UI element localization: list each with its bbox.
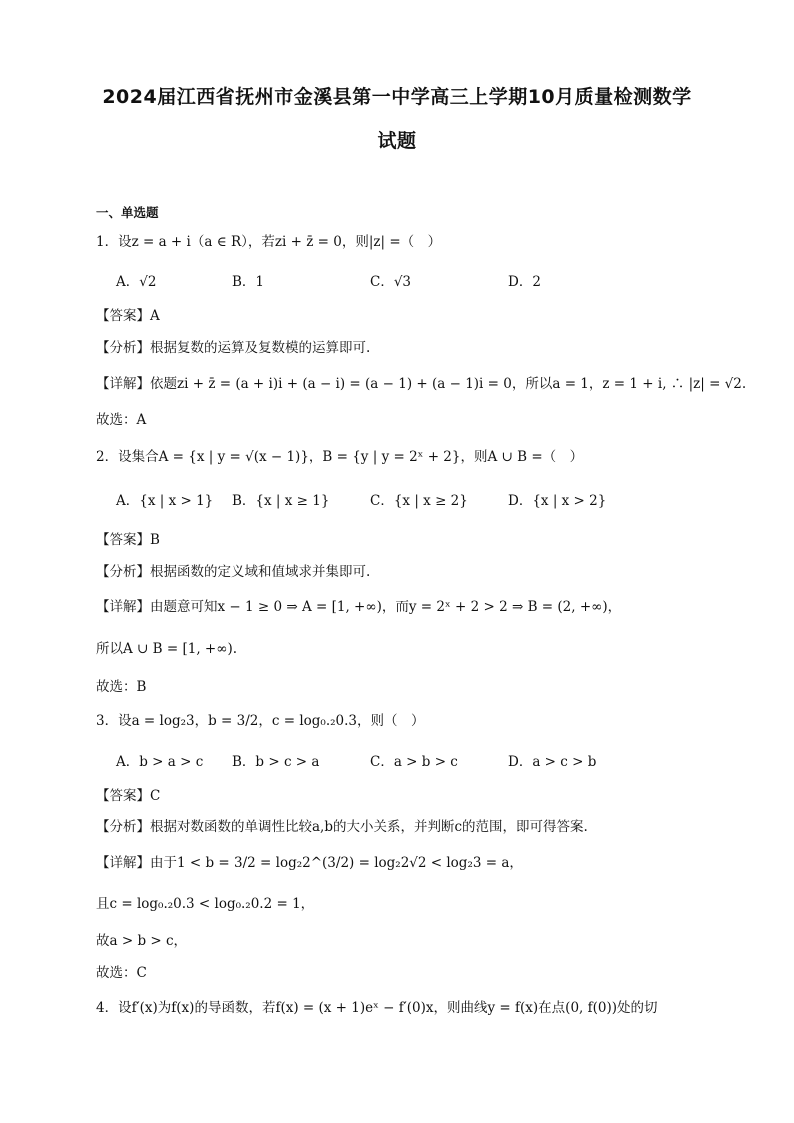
q1-option-c: C．√3 <box>370 274 412 290</box>
document-title-line2: 试题 <box>377 130 417 152</box>
q2-option-a: A．{x | x > 1} <box>116 493 214 509</box>
q1-detail: 【详解】依题zi + z̄ = (a + i)i + (a − i) = (a − 1) + (a − 1)i = 0，所以a = 1，z = 1 + i, ∴ |z| = √2. <box>96 376 747 392</box>
q3-detail-2: 且c = log₀.₂0.3 < log₀.₂0.2 = 1， <box>96 896 315 912</box>
q2-option-b: B．{x | x ≥ 1} <box>232 493 330 509</box>
q3-detail: 【详解】由于1 < b = 3/2 = log₂2^(3/2) = log₂2√2 < log₂3 = a， <box>96 855 523 871</box>
q1-analysis: 【分析】根据复数的运算及复数模的运算即可. <box>96 340 371 356</box>
q2-detail: 【详解】由题意可知x − 1 ≥ 0 ⇒ A = [1, +∞)，而y = 2ˣ + 2 > 2 ⇒ B = (2, +∞)， <box>96 599 622 615</box>
q1-option-d: D．2 <box>508 274 541 290</box>
q3-detail-3: 故a > b > c， <box>96 933 188 949</box>
q3-option-d: D．a > c > b <box>508 754 597 770</box>
q3-choice: 故选：C <box>96 965 147 981</box>
q3-analysis: 【分析】根据对数函数的单调性比较a,b的大小关系，并判断c的范围，即可得答案. <box>96 819 588 835</box>
q3-answer: 【答案】C <box>96 788 161 804</box>
q3-option-b: B．b > c > a <box>232 754 320 770</box>
q2-answer: 【答案】B <box>96 532 160 548</box>
q2-option-d: D．{x | x > 2} <box>508 493 607 509</box>
section-heading: 一、单选题 <box>96 205 159 220</box>
q4-stem: 4．设f′(x)为f(x)的导函数，若f(x) = (x + 1)eˣ − f′(0)x，则曲线y = f(x)在点(0, f(0))处的切 <box>96 1000 658 1016</box>
q2-analysis: 【分析】根据函数的定义域和值域求并集即可. <box>96 564 371 580</box>
q1-option-a: A．√2 <box>116 274 157 290</box>
q2-detail-2: 所以A ∪ B = [1, +∞). <box>96 641 238 657</box>
q2-choice: 故选：B <box>96 679 147 695</box>
q2-option-c: C．{x | x ≥ 2} <box>370 493 468 509</box>
q1-stem: 1．设z = a + i（a ∈ R），若zi + z̄ = 0，则|z| =（ ） <box>96 234 442 250</box>
q1-choice: 故选：A <box>96 412 147 428</box>
q3-stem: 3．设a = log₂3，b = 3/2，c = log₀.₂0.3，则（ ） <box>96 713 425 729</box>
document-title-line1: 2024届江西省抚州市金溪县第一中学高三上学期10月质量检测数学 <box>102 86 692 108</box>
q1-answer: 【答案】A <box>96 308 160 324</box>
q1-option-b: B．1 <box>232 274 265 290</box>
q3-option-a: A．b > a > c <box>116 754 204 770</box>
q2-stem: 2．设集合A = {x | y = √(x − 1)}，B = {y | y = 2ˣ + 2}，则A ∪ B =（ ） <box>96 449 584 465</box>
q3-option-c: C．a > b > c <box>370 754 458 770</box>
